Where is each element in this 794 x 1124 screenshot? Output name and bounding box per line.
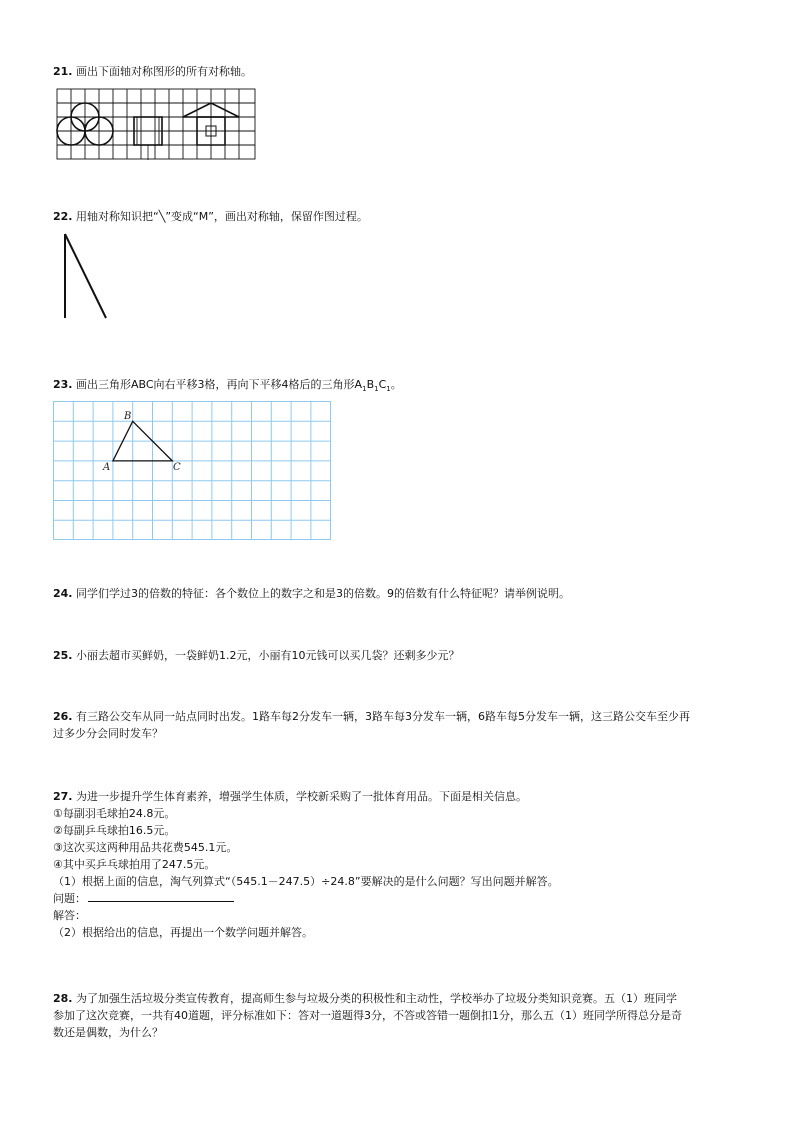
question-text: 画出三角形ABC向右平移3格，再向下平移4格后的三角形A (76, 378, 363, 391)
question-25 (53, 647, 753, 664)
question-text: 用轴对称知识把“╲”变成“M”，画出对称轴，保留作图过程。 (76, 210, 368, 223)
vertex-label-c: C (173, 462, 181, 473)
question-21 (53, 63, 753, 80)
question-24 (53, 585, 753, 602)
question-text: B (366, 378, 375, 391)
question-22 (53, 208, 753, 225)
question-text: 小丽去超市买鲜奶，一袋鲜奶1.2元，小丽有10元钱可以买几袋？还剩多少元？ (76, 649, 460, 662)
question-text: 。 (390, 378, 402, 391)
sub-question-1: （1）根据上面的信息，淘气列算式“（545.1－247.5）÷24.8”要解决的是什么问题？写出问题并解答。 (53, 875, 559, 888)
question-number: 21. (53, 65, 73, 78)
question-text: C (378, 378, 387, 391)
question-27 (53, 788, 753, 941)
subscript: 1 (362, 385, 367, 394)
vertex-label-b: B (124, 411, 132, 422)
question-text: 过多少分会同时发车？ (53, 727, 163, 740)
question-text: 为了加强生活垃圾分类宣传教育，提高师生参与垃圾分类的积极性和主动性，学校举办了垃圾分类知识竞赛。五（1）班同学 (76, 992, 677, 1005)
question-number: 22. (53, 210, 73, 223)
sub-question-2: （2）根据给出的信息，再提出一个数学问题并解答。 (53, 926, 313, 939)
vertex-label-a: A (103, 462, 111, 473)
question-label: 问题： (53, 892, 86, 905)
question-text: 参加了这次竞赛，一共有40道题，评分标准如下：答对一道题得3分，不答或答错一题倒扣1分，那么五（1）班同学所得总分是奇 (53, 1009, 682, 1022)
info-item: ①每副羽毛球拍24.8元。 (53, 807, 176, 820)
question-text: 为进一步提升学生体育素养，增强学生体质，学校新采购了一批体育用品。下面是相关信息。 (76, 790, 527, 803)
question-text: 同学们学过3的倍数的特征：各个数位上的数字之和是3的倍数。9的倍数有什么特征呢？请举例说明。 (76, 587, 570, 600)
symmetry-figures-grid (56, 88, 256, 160)
answer-label: 解答： (53, 909, 86, 922)
info-item: ②每副乒乓球拍16.5元。 (53, 824, 176, 837)
question-number: 24. (53, 587, 73, 600)
question-number: 25. (53, 649, 73, 662)
answer-blank[interactable] (88, 890, 234, 902)
info-item: ④其中买乒乓球拍用了247.5元。 (53, 858, 216, 871)
question-text: 数还是偶数，为什么？ (53, 1026, 163, 1039)
question-text: 画出下面轴对称图形的所有对称轴。 (76, 65, 252, 78)
translation-grid (53, 401, 333, 541)
question-28 (53, 990, 753, 1041)
subscript: 1 (386, 385, 391, 394)
question-number: 28. (53, 992, 73, 1005)
question-number: 23. (53, 378, 73, 391)
question-number: 26. (53, 710, 73, 723)
question-number: 27. (53, 790, 73, 803)
subscript: 1 (374, 385, 379, 394)
n-shape-figure (58, 228, 114, 324)
question-text: 有三路公交车从同一站点同时出发。1路车每2分发车一辆，3路车每3分发车一辆，6路车每5分发车一辆，这三路公交车至少再 (76, 710, 690, 723)
question-26 (53, 708, 753, 742)
question-23 (53, 376, 753, 398)
info-item: ③这次买这两种用品共花费545.1元。 (53, 841, 238, 854)
